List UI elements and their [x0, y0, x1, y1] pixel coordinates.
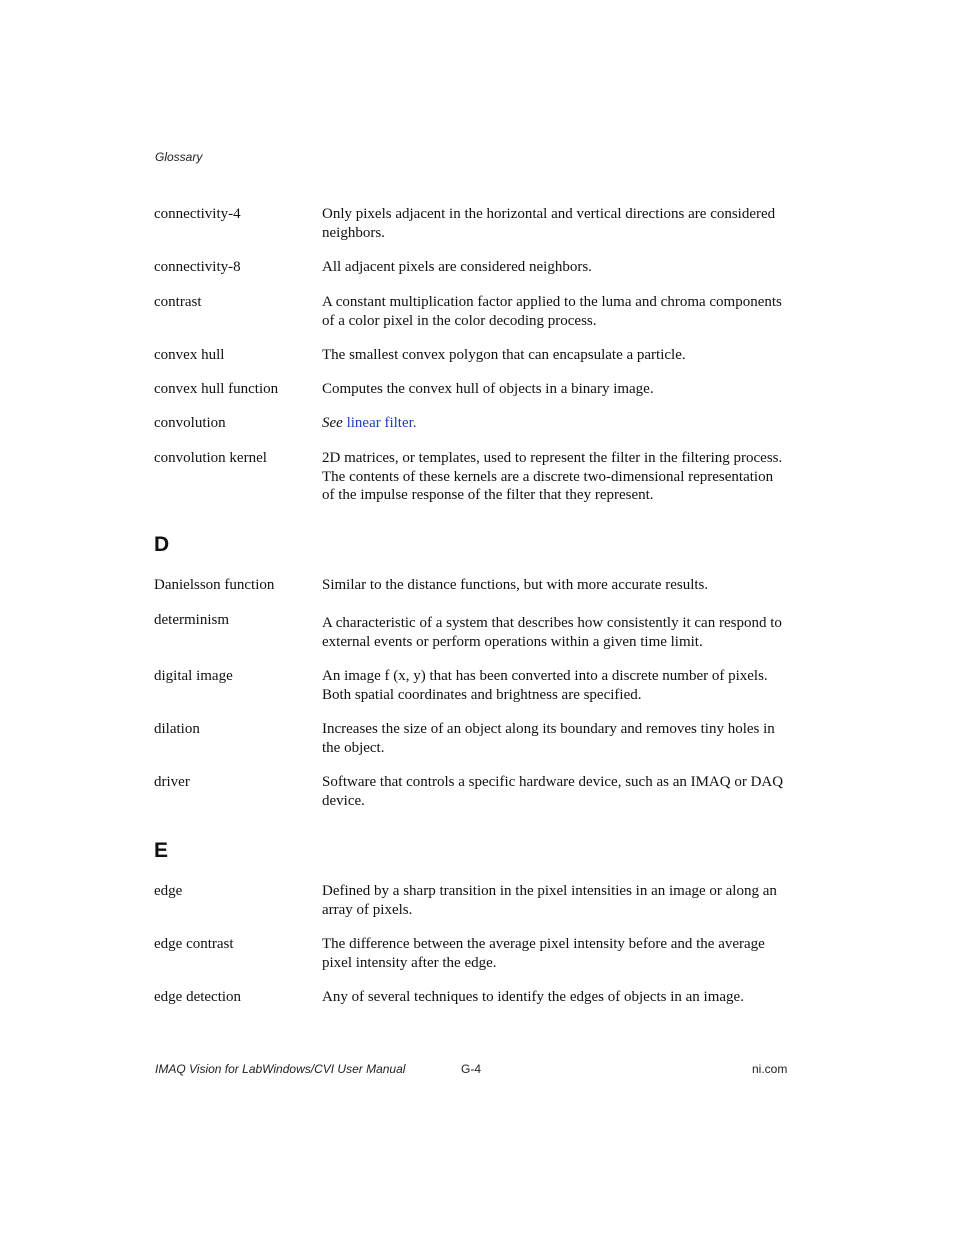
running-head-section: Glossary [155, 150, 203, 164]
glossary-definition: A constant multiplication factor applied to the luma and chroma components of a color pixel in the color decoding process. [322, 294, 782, 329]
glossary-term: contrast [154, 294, 202, 310]
glossary-term: connectivity-4 [154, 206, 241, 222]
glossary-term: Danielsson function [154, 577, 275, 593]
glossary-term: driver [154, 774, 190, 790]
footer-website: ni.com [752, 1062, 788, 1076]
glossary-definition [322, 414, 787, 433]
glossary-definition: An image f (x, y) that has been converted into a discrete number of pixels. Both spatial coordinates and brightness are specified. [322, 668, 768, 703]
glossary-definition: A characteristic of a system that describes how consistently it can respond to external events or perform operations within a given time limit. [322, 615, 782, 650]
glossary-definition: Any of several techniques to identify the edges of objects in an image. [322, 989, 744, 1005]
glossary-term: connectivity-8 [154, 259, 241, 275]
footer-page-number: G-4 [461, 1062, 482, 1076]
glossary-term: convex hull [154, 347, 225, 363]
glossary-term: dilation [154, 721, 200, 737]
glossary-definition: Software that controls a specific hardware device, such as an IMAQ or DAQ device. [322, 774, 784, 809]
section-letter-d: D [154, 533, 170, 556]
glossary-term: edge [154, 883, 183, 899]
glossary-definition: All adjacent pixels are considered neighbors. [322, 259, 592, 275]
cross-reference-period: . [412, 415, 417, 431]
see-prefix: See [322, 415, 343, 431]
footer-manual-title: IMAQ Vision for LabWindows/CVI User Manual [155, 1062, 406, 1076]
glossary-definition: Only pixels adjacent in the horizontal and vertical directions are considered neighbors. [322, 206, 776, 241]
glossary-definition: 2D matrices, or templates, used to represent the filter in the filtering process. The contents of these kernels are a discrete two-dimensional representation of the impulse response of the filter that they represent. [322, 450, 783, 503]
glossary-definition: Defined by a sharp transition in the pixel intensities in an image or along an array of pixels. [322, 883, 777, 918]
glossary-term: digital image [154, 668, 233, 684]
cross-reference-link[interactable]: linear filter [346, 415, 413, 431]
glossary-definition: Increases the size of an object along its boundary and removes tiny holes in the object. [322, 721, 775, 756]
glossary-definition: The smallest convex polygon that can encapsulate a particle. [322, 347, 686, 363]
glossary-definition: The difference between the average pixel intensity before and the average pixel intensity after the edge. [322, 936, 765, 971]
section-letter-e: E [154, 839, 169, 862]
glossary-term: edge contrast [154, 936, 234, 952]
glossary-term: convex hull function [154, 381, 279, 397]
glossary-term: convolution [154, 415, 226, 431]
glossary-term: edge detection [154, 989, 242, 1005]
glossary-term: convolution kernel [154, 450, 267, 466]
glossary-definition: Computes the convex hull of objects in a binary image. [322, 381, 654, 397]
glossary-definition: Similar to the distance functions, but with more accurate results. [322, 577, 709, 593]
glossary-term: determinism [154, 612, 229, 628]
